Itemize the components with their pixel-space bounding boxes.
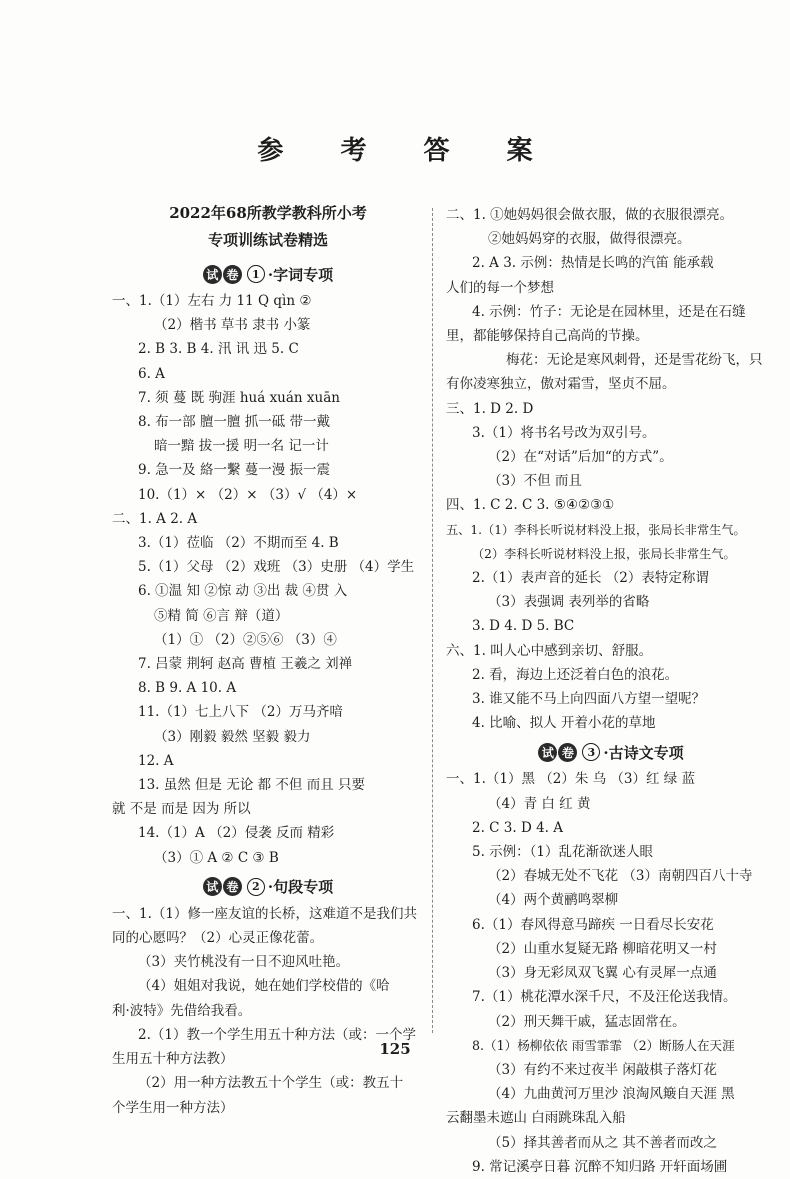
answer-line: ⑤精 简 ⑥言 辩（道） — [154, 607, 289, 624]
section-header-vocabulary — [112, 260, 424, 288]
answer-line: 10.（1）× （2）× （3）√ （4）× — [138, 486, 358, 503]
answer-line: 3.（1）莅临 （2）不期而至 4. B — [138, 535, 339, 552]
right-column — [446, 203, 776, 1179]
answer-line: 14.（1）A （2）侵袭 反而 精彩 — [138, 825, 335, 842]
answer-line: 8. B 9. A 10. A — [138, 680, 237, 697]
answer-line: （3）刚毅 毅然 坚毅 毅力 — [154, 728, 311, 745]
answer-line: （1）① （2）②⑤⑥ （3）④ — [154, 631, 337, 648]
answer-line: 一、1.（1）修一座友谊的长桥，这难道不是我们共 — [112, 905, 417, 922]
answer-line: （2）山重水复疑无路 柳暗花明又一村 — [488, 940, 717, 957]
answer-line: ②她妈妈穿的衣服，做得很漂亮。 — [488, 231, 691, 248]
section-header-sentences — [112, 873, 424, 901]
answer-line: （4）九曲黄河万里沙 浪淘风簸自天涯 黑 — [488, 1086, 735, 1103]
answer-line: 暗一黯 拔一援 明一名 记一计 — [154, 438, 329, 455]
exam-heading-line2: 专项训练试卷精选 — [207, 231, 328, 249]
answer-line: 4. 比喻、拟人 开着小花的草地 — [472, 715, 656, 732]
answer-line: （2）在“对话”后加“的方式”。 — [488, 449, 673, 466]
section-number: 2 — [247, 878, 265, 896]
answer-line: 个学生用一种方法） — [112, 1099, 234, 1116]
answer-line: 7.（1）桃花潭水深千尺，不及汪伦送我情。 — [472, 989, 737, 1006]
answer-line: 一、1.（1）左右 力 11 Q qìn ② — [112, 293, 312, 309]
answer-line: 四、1. C 2. C 3. ⑤④②③① — [446, 497, 615, 514]
answer-line: （2）刑天舞干戚，猛志固常在。 — [488, 1013, 686, 1030]
page-number: 125 — [379, 1040, 411, 1058]
answer-line: 6. A — [138, 365, 165, 382]
answer-line: 梅花：无论是寒风刺骨，还是雪花纷飞，只 — [506, 352, 763, 369]
answer-line: 一、1.（1）黑 （2）朱 乌 （3）红 绿 蓝 — [446, 771, 696, 788]
answer-line: 13. 虽然 但是 无论 都 不但 而且 只要 — [138, 777, 366, 794]
section-header-classical-poetry — [446, 738, 776, 766]
answer-line: （2）楷书 草书 隶书 小篆 — [154, 317, 311, 334]
page-title: 参 考 答 案 — [257, 136, 557, 166]
answer-line: （3）身无彩凤双飞翼 心有灵犀一点通 — [488, 965, 717, 982]
answer-line: 11.（1）七上八下 （2）万马齐喑 — [138, 704, 343, 721]
answer-line: 2. C 3. D 4. A — [472, 819, 563, 836]
exam-badge-icon: 试 — [538, 743, 557, 762]
answer-line: （3）不但 而且 — [488, 473, 582, 490]
section-number: 3 — [582, 743, 600, 761]
answer-line: 8.（1）杨柳依依 雨雪霏霏 （2）断肠人在天涯 — [472, 1037, 735, 1053]
answer-line: 六、1. 叫人心中感到亲切、舒服。 — [446, 642, 653, 659]
answer-line: 8. 布一部 膻一膻 抓一砥 带一戴 — [138, 414, 331, 431]
answer-line: （2）用一种方法教五十个学生（或：教五十 — [138, 1075, 404, 1092]
answer-line: （2）李科长听说材料没上报，张局长非常生气。 — [472, 546, 736, 561]
answer-line: （4）青 白 红 黄 — [488, 795, 591, 812]
answer-line: 里，都能够保持自己高尚的节操。 — [446, 328, 649, 345]
paper-badge-icon: 卷 — [223, 877, 242, 896]
answer-line: 二、1. A 2. A — [112, 510, 198, 527]
section-label: ·字词专项 — [267, 265, 334, 284]
answer-line: 6. ①温 知 ②惊 动 ③出 裁 ④贯 入 — [138, 583, 348, 600]
answer-line: 12. A — [138, 752, 174, 769]
answer-line: （4）姐姐对我说，她在她们学校借的《哈 — [138, 978, 390, 995]
exam-heading-line1: 2022年68所教学教科所小考 — [169, 204, 367, 222]
answer-line: 五、1.（1）李科长听说材料没上报，张局长非常生气。 — [446, 522, 746, 537]
section-number: 1 — [247, 265, 265, 283]
exam-badge-icon: 试 — [203, 877, 222, 896]
answer-line: （4）两个黄鹂鸣翠柳 — [488, 892, 619, 909]
answer-line: 5.（1）父母 （2）戏班 （3）史册 （4）学生 — [138, 559, 415, 576]
answer-line: 二、1. ①她妈妈很会做衣服，做的衣服很漂亮。 — [446, 207, 734, 223]
answer-line: 3. D 4. D 5. BC — [472, 618, 575, 635]
answer-line: （2）春城无处不飞花 （3）南朝四百八十寺 — [488, 868, 753, 885]
answer-line: 9. 急一及 絡一繫 蔓一漫 振一震 — [138, 462, 331, 479]
section-label: ·古诗文专项 — [603, 743, 684, 762]
answer-line: 7. 吕蒙 荆轲 赵高 曹植 王羲之 刘禅 — [138, 656, 353, 673]
answer-line: 人们的每一个梦想 — [446, 279, 554, 296]
answer-line: 2.（1）教一个学生用五十种方法（或：一个学 — [138, 1026, 416, 1043]
paper-badge-icon: 卷 — [223, 265, 242, 284]
answer-line: 同的心愿吗？（2）心灵正像花蕾。 — [112, 930, 324, 947]
answer-line: （3）表强调 表列举的省略 — [488, 594, 650, 611]
answer-line: 利·波特》先借给我看。 — [112, 1002, 252, 1019]
answer-line: 生用五十种方法教） — [112, 1051, 234, 1068]
answer-line: （3）有约不来过夜半 闲敲棋子落灯花 — [488, 1061, 717, 1078]
answer-line: 4. 示例：竹子：无论是在园林里，还是在石缝 — [472, 303, 746, 320]
answer-line: 3.（1）将书名号改为双引号。 — [472, 424, 656, 441]
answer-line: 6.（1）春风得意马蹄疾 一日看尽长安花 — [472, 916, 714, 933]
answer-line: 有你凌寒独立，傲对霜雪，坚贞不屈。 — [446, 376, 676, 393]
answer-line: 2. B 3. B 4. 汛 讯 迅 5. C — [138, 341, 299, 358]
answer-line: （3）夹竹桃没有一日不迎风吐艳。 — [138, 954, 350, 971]
paper-badge-icon: 卷 — [558, 743, 577, 762]
answer-line: 5. 示例：（1）乱花渐欲迷人眼 — [472, 844, 654, 861]
answer-line: 三、1. D 2. D — [446, 400, 534, 417]
left-column — [112, 200, 424, 1120]
column-divider — [432, 208, 433, 1033]
answer-line: 7. 须 蔓 既 驹涯 huá xuán xuān — [138, 389, 340, 406]
answer-line: 2.（1）表声音的延长 （2）表特定称谓 — [472, 570, 709, 587]
answer-line: 2. 看，海边上还泛着白色的浪花。 — [472, 666, 679, 683]
answer-line: （3）① A ② C ③ B — [154, 849, 279, 866]
answer-line: 2. A 3. 示例：热情是长鸣的汽笛 能承载 — [472, 255, 714, 272]
answer-line: （5）择其善者而从之 其不善者而改之 — [488, 1134, 717, 1151]
answer-line: 9. 常记溪亭日暮 沉醉不知归路 开轩面场圃 — [472, 1158, 728, 1175]
answer-line: 云翻墨未遮山 白雨跳珠乱入船 — [446, 1110, 626, 1127]
section-label: ·句段专项 — [267, 878, 334, 897]
exam-badge-icon: 试 — [203, 265, 222, 284]
answer-line: 就 不是 而是 因为 所以 — [112, 801, 251, 818]
answer-line: 3. 谁又能不马上向四面八方望一望呢？ — [472, 691, 706, 708]
